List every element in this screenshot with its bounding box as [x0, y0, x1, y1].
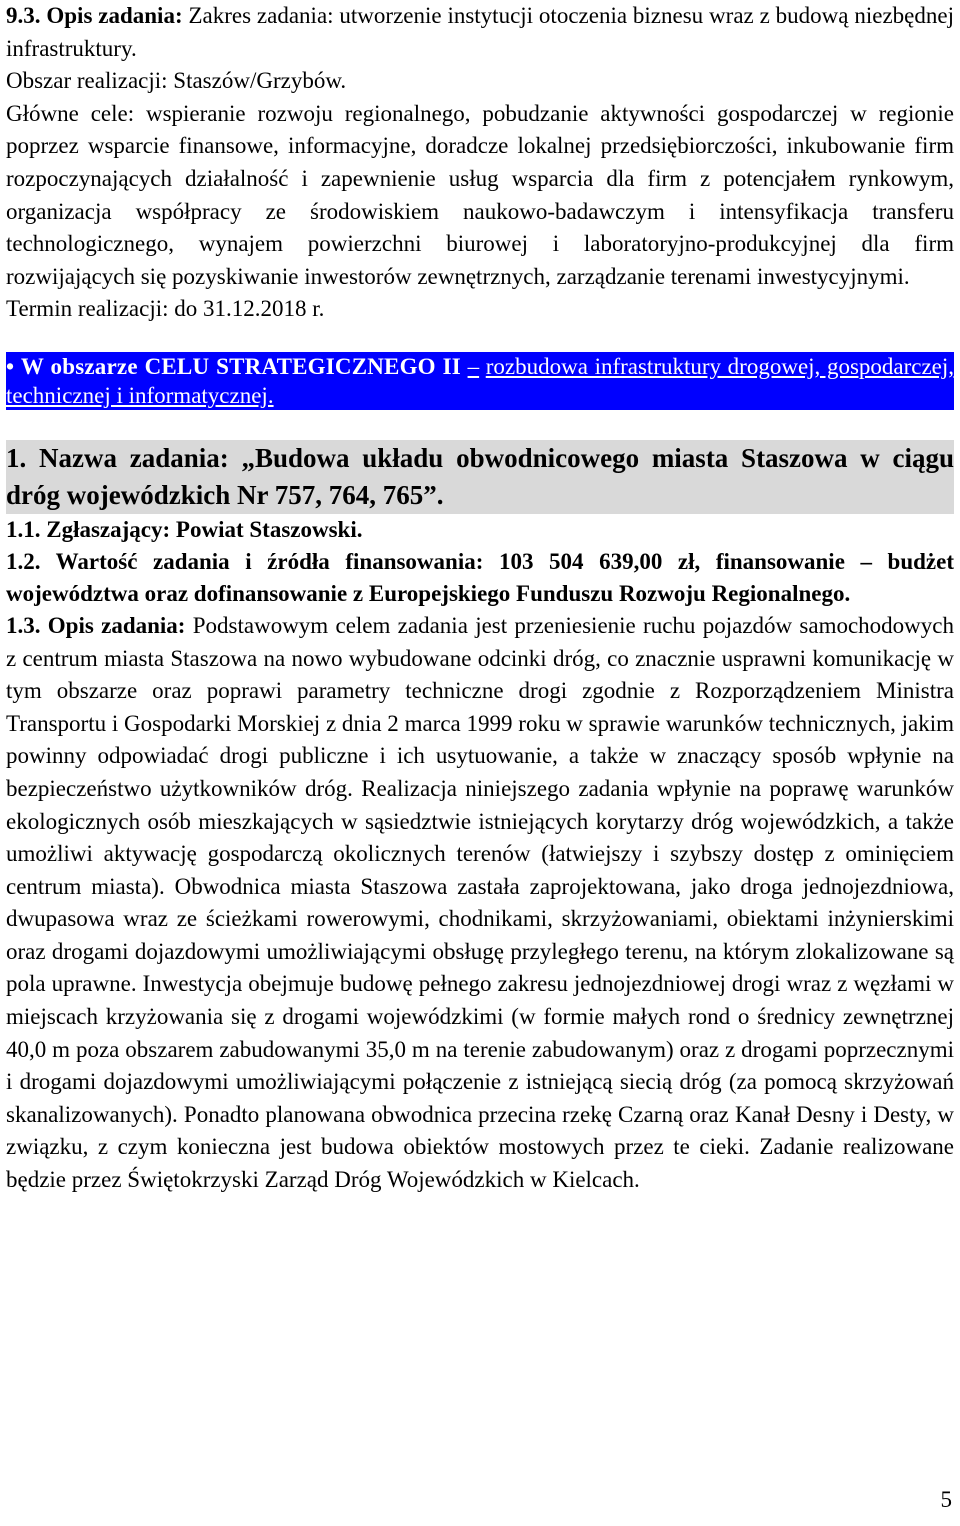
section-number: 1.3. — [6, 612, 41, 638]
main-goals: Główne cele: wspieranie rozwoju regionalnego, pobudzanie aktywności gospodarczej w regionie poprzez wsparcie finansowe, informacyjne, doradcze lokalnej przedsiębiorczości, inkubowanie firm rozpoczynających działalność i zapewnienie usług wsparcia dla firm z potencjałem rynkowym, organizacja współpracy ze środowiskiem naukowo-badawczym i intensyfikacja transferu technologicznego, wynajem powierzchni biurowej i laboratoryjno-produkcyjnej dla firm rozwijających się pozyskiwanie inwestorów zewnętrznych, zarządzanie terenami inwestycyjnymi. — [6, 100, 954, 289]
page-number: 5 — [940, 1487, 952, 1512]
task-description: Podstawowym celem zadania jest przeniesienie ruchu pojazdów samochodowych z centrum miasta Staszowa na nowo wybudowane odcinki dróg, co znacznie usprawni komunikację w tym obszarze oraz poprawi parametry techniczne drogi zgodnie z Rozporządzeniem Ministra Transportu i Gospodarki Morskiej z dnia 2 marca 1999 roku w sprawie warunków technicznych, jakim powinny odpowiadać drogi publiczne i ich usytuowanie, a także w znaczący sposób wpłynie na bezpieczeństwo użytkowników dróg. Realizacja niniejszego zadania wpłynie na poprawę warunków ekologicznych osób mieszkających w sąsiedztwie istniejących korytarzy dróg wojewódzkich, a także umożliwi aktywację gospodarczą okolicznych terenów (łatwiejszy i szybszy dostęp z ominięciem centrum miasta). Obwodnica miasta Staszowa zastała zaprojektowana, jako droga jednojezdniowa, dwupasowa wraz ze ścieżkami rowerowymi, chodnikami, skrzyżowaniami, obiektami inżynierskimi oraz drogami dojazdowymi umożliwiającymi obsługę przyległego terenu, na którym zlokalizowane są pola uprawne. Inwestycja obejmuje budowę pełnego zakresu jednojezdniowej drogi wraz z węzłami w miejscach krzyżowania się z drogami wojewódzkimi (w formie małych rond o średnicy zewnętrznej 40,0 m poza obszarem zabudowanymi 35,0 m na terenie zabudowanym) oraz z drogami poprzecznymi i drogami dojazdowymi umożliwiającymi połączenie z istniejącą siecią dróg (za pomocą skrzyżowań skanalizowanych). Ponadto planowana obwodnica przecina rzekę Czarną oraz Kanał Desny i Desty, w związku, z czym konieczna jest budowa obiektów mostowych przez te cieki. Zadanie realizowane będzie przez Świętokrzyski Zarząd Dróg Wojewódzkich w Kielcach. — [6, 612, 954, 1193]
section-9-3 — [6, 0, 954, 326]
task-1-heading — [6, 440, 954, 514]
section-1-3 — [6, 610, 954, 1197]
section-9-3-description — [6, 0, 954, 65]
realization-area: Obszar realizacji: Staszów/Grzybów. — [6, 68, 347, 94]
task-title: „Budowa układu obwodnicowego miasta Staszowa w ciągu dróg wojewódzkich Nr 757, 764, 765”. — [6, 442, 955, 510]
strategic-goal-text: rozbudowa infrastruktury drogowej, gospodarczej, technicznej i informatycznej. — [6, 353, 955, 408]
realization-term: Termin realizacji: do 31.12.2018 r. — [6, 296, 325, 322]
strategic-goal-lead: W obszarze CELU STRATEGICZNEGO II — [20, 353, 461, 379]
section-label: Opis zadania: — [47, 612, 186, 638]
section-text: Zakres zadania: utworzenie instytucji otoczenia biznesu wraz z budową niezbędnej infrastruktury. — [6, 3, 954, 61]
section-number: 1.2. — [6, 548, 41, 574]
bullet-icon: • — [6, 353, 15, 379]
task-label: Nazwa zadania: — [39, 442, 229, 473]
section-1-1 — [6, 514, 954, 546]
strategic-goal-dash: – — [467, 353, 480, 379]
section-number: 9.3. — [6, 3, 41, 28]
section-number: 1.1. — [6, 516, 41, 542]
section-label: Opis zadania: — [46, 3, 183, 28]
task-number: 1. — [6, 442, 27, 473]
section-1-2 — [6, 546, 954, 610]
applicant: Zgłaszający: Powiat Staszowski. — [46, 516, 363, 542]
strategic-goal-banner — [6, 352, 954, 410]
task-value-financing: Wartość zadania i źródła finansowania: 103 504 639,00 zł, finansowanie – budżet województwa oraz dofinansowanie z Europejskiego Funduszu Rozwoju Regionalnego. — [6, 548, 954, 606]
